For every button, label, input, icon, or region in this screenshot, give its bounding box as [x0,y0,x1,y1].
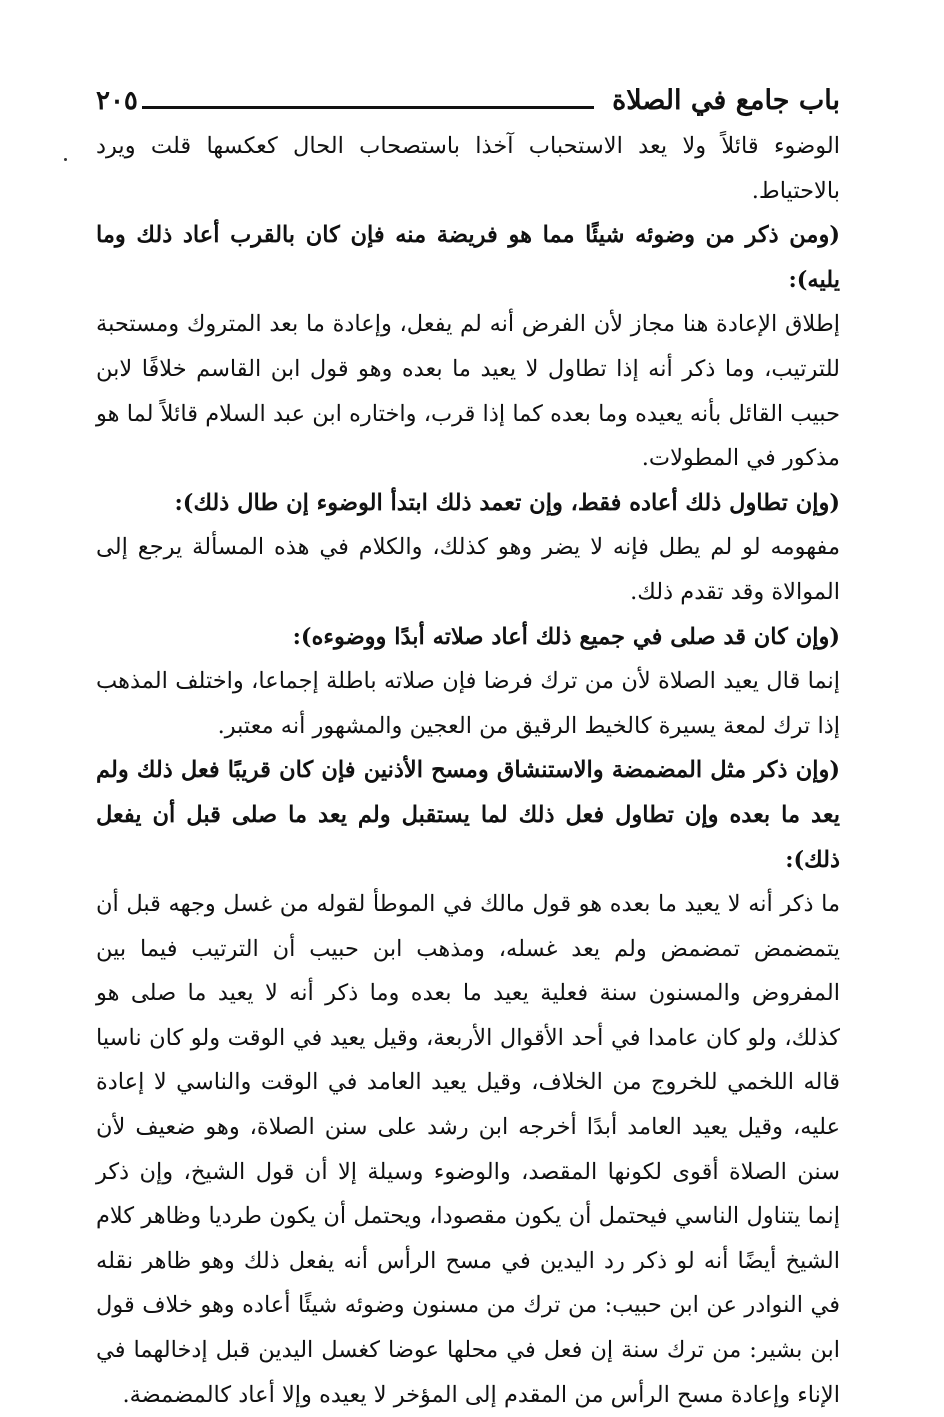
paragraph-3: مفهومه لو لم يطل فإنه لا يضر وهو كذلك، والكلام في هذه المسألة يرجع إلى الموالاة وقد تقدم ذلك. [96,534,840,605]
chapter-title: باب جامع في الصلاة [612,85,840,116]
page-number: ٢٠٥ [96,86,138,116]
margin-dot [64,158,67,161]
quoted-heading-2: (وإن تطاول ذلك أعاده فقط، وإن تعمد ذلك ابتدأ الوضوء إن طال ذلك): [174,489,840,516]
running-header [96,84,840,120]
paragraph-2: إطلاق الإعادة هنا مجاز لأن الفرض أنه لم يفعل، وإعادة ما بعد المتروك ومستحبة للترتيب، وما ذكر أنه إذا تطاول لا يعيد ما بعده وهو قول ابن القاسم خلافًا لابن حبيب القائل بأنه يعيده وما بعده كما إذا قرب، واختاره ابن عبد السلام قائلاً لما هو مذكور في المطولات. [96,311,840,472]
paragraph-5: ما ذكر أنه لا يعيد ما بعده هو قول مالك في الموطأ لقوله من غسل وجهه قبل أن يتمضمض تمضمض ولم يعد غسله، ومذهب ابن حبيب أن الترتيب فيما بين المفروض والمسنون سنة فعلية يعيد ما بعده وما ذكر أنه لا يعيد ما صلى هو كذلك، ولو كان عامدا في أحد الأقوال الأربعة، وقيل يعيد في الوقت ولو كان ناسيا قاله اللخمي للخروج من الخلاف، وقيل يعيد العامد في الوقت والناسي لا إعادة عليه، وقيل يعيد العامد أبدًا أخرجه ابن رشد على سنن الصلاة، وهو ضعيف لأن سنن الصلاة أقوى لكونها المقصد، والوضوء وسيلة إلا أن قول الشيخ، وإن ذكر إنما يتناول الناسي فيحتمل أن يكون مقصودا، ويحتمل أن يكون طرديا وظاهر كلام الشيخ أيضًا أنه لو ذكر رد اليدين في مسح الرأس أنه يفعل ذلك وهو ظاهر نقله في النوادر عن ابن حبيب: من ترك من مسنون وضوئه شيئًا أعاده وهو خلاف قول ابن بشير: من ترك سنة إن فعل في محلها عوضا كغسل اليدين قبل إدخالهما في الإناء وإعادة مسح الرأس من المقدم إلى المؤخر لا يعيده وإلا أعاد كالمضمضة. [96,891,840,1408]
paragraph-4: إنما قال يعيد الصلاة لأن من ترك فرضا فإن صلاته باطلة إجماعا، واختلف المذهب إذا ترك لمعة يسيرة كالخيط الرقيق من العجين والمشهور أنه معتبر. [96,668,840,739]
header-rule [142,106,594,109]
page-body [96,124,840,1417]
quoted-heading-3: (وإن كان قد صلى في جميع ذلك أعاد صلاته أبدًا ووضوءه): [292,623,840,650]
quoted-heading-4: (وإن ذكر مثل المضمضة والاستنشاق ومسح الأذنين فإن كان قريبًا فعل ذلك ولم يعد ما بعده وإن تطاول فعل ذلك لما يستقبل ولم يعد ما صلى قبل أن يفعل ذلك): [96,757,840,873]
paragraph-1: الوضوء قائلاً ولا يعد الاستحباب آخذا باستصحاب الحال كعكسها قلت ويرد بالاحتياط. [96,133,840,204]
quoted-heading-1: (ومن ذكر من وضوئه شيئًا مما هو فريضة منه فإن كان بالقرب أعاد ذلك وما يليه): [96,222,840,293]
